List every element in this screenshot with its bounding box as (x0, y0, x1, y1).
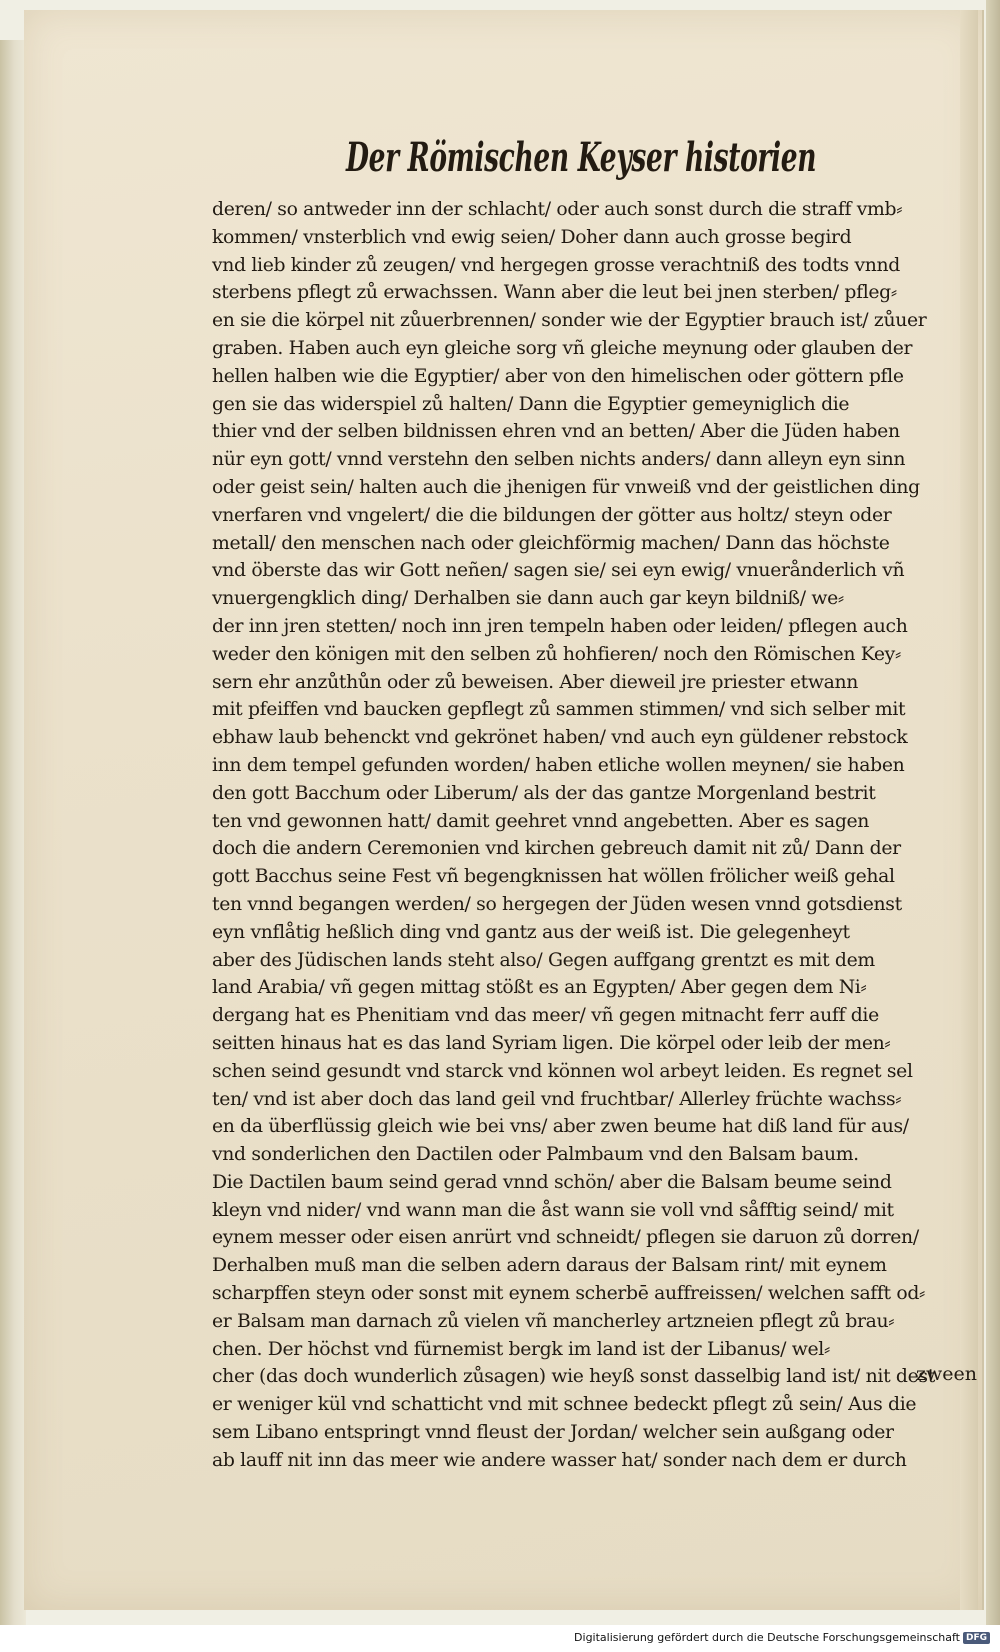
text-line: kommen/ vnsterblich vnd ewig seien/ Doher dann auch grosse begird (212, 225, 852, 248)
text-line: dergang hat es Phenitiam vnd das meer/ vñ gegen mitnacht ferr auff die (212, 1004, 879, 1027)
text-line: deren/ so antweder inn der schlacht/ oder auch sonst durch die straff vmb⸗ (212, 198, 903, 220)
text-line: er Balsam man darnach zů vielen vñ mancherley artzneien pflegt zů brau⸗ (212, 1309, 895, 1332)
text-line: vnd lieb kinder zů zeugen/ vnd hergegen grosse verachtniß des todts vnnd (212, 253, 900, 276)
text-line: nür eyn gott/ vnnd verstehn den selben nichts anders/ dann alleyn eyn sinn (212, 448, 906, 471)
credit-text: Digitalisierung gefördert durch die Deutsche Forschungsgemeinschaft (574, 1631, 960, 1644)
text-line: ten vnnd begangen werden/ so hergegen der Jüden wesen vnnd gotsdienst (212, 892, 902, 915)
text-line: en da überflüssig gleich wie bei vns/ aber zwen beume hat diß land für aus/ (212, 1115, 909, 1138)
text-line: mit pfeiffen vnd baucken gepflegt zů sammen stimmen/ vnd sich selber mit (212, 698, 906, 721)
book-edge-right (986, 0, 1000, 1625)
text-line: aber des Jüdischen lands steht also/ Gegen auffgang grentzt es mit dem (212, 948, 875, 971)
text-line: vnuergengklich ding/ Derhalben sie dann auch gar keyn bildniß/ we⸗ (212, 587, 844, 610)
text-line: land Arabia/ vñ gegen mittag stößt es an Egypten/ Aber gegen dem Ni⸗ (212, 976, 867, 999)
text-line: sern ehr anzůthůn oder zů beweisen. Aber dieweil jre priester etwann (212, 670, 859, 693)
footer-credit (574, 1631, 990, 1644)
text-line: weder den königen mit den selben zů hohfieren/ noch den Römischen Key⸗ (212, 642, 901, 665)
text-line: eyn vnflåtig heßlich ding vnd gantz aus der weiß ist. Die gelegenheyt (212, 920, 850, 943)
text-line: inn dem tempel gefunden worden/ haben etliche wollen meynen/ sie haben (212, 753, 905, 776)
running-head: Der Römischen Keyser historien (346, 134, 817, 181)
text-line: sem Libano entspringt vnnd fleust der Jordan/ welcher sein außgang oder (212, 1421, 894, 1444)
text-line: vnd sonderlichen den Dactilen oder Palmbaum vnd den Balsam baum. (212, 1143, 859, 1166)
text-line: gen sie das widerspiel zů halten/ Dann die Egyptier gemeyniglich die (212, 392, 850, 415)
text-line: en sie die körpel nit zůuerbrennen/ sonder wie der Egyptier brauch ist/ zůuer (212, 309, 927, 332)
text-line: scharpffen steyn oder sonst mit eynem scherbē auffreissen/ welchen safft od⸗ (212, 1282, 925, 1305)
text-line: chen. Der höchst vnd fürnemist bergk im land ist der Libanus/ wel⸗ (212, 1337, 830, 1360)
text-line: gott Bacchus seine Fest vñ begengknissen hat wöllen frölicher weiß gehal (212, 865, 895, 888)
text-line: hellen halben wie die Egyptier/ aber von den himelischen oder göttern pfle (212, 364, 904, 387)
text-line: sterbens pflegt zů erwachssen. Wann aber die leut bei jnen sterben/ pfleg⸗ (212, 281, 897, 304)
text-line: graben. Haben auch eyn gleiche sorg vñ gleiche meynung oder glauben der (212, 336, 913, 359)
text-line: den gott Bacchum oder Liberum/ als der das gantze Morgenland bestrit (212, 781, 876, 804)
catchword: zween (916, 1363, 977, 1385)
text-line: vnerfaren vnd vngelert/ die die bildungen der götter aus holtz/ steyn oder (212, 503, 892, 526)
text-line: vnd öberste das wir Gott neñen/ sagen sie/ sei eyn ewig/ vnuerånderlich vñ (212, 559, 905, 582)
text-line: Die Dactilen baum seind gerad vnnd schön/ aber die Balsam beume seind (212, 1170, 892, 1193)
text-line: der inn jren stetten/ noch inn jren tempeln haben oder leiden/ pflegen auch (212, 614, 908, 637)
text-line: eynem messer oder eisen anrürt vnd schneidt/ pflegen sie daruon zů dorren/ (212, 1226, 919, 1249)
text-line: doch die andern Ceremonien vnd kirchen gebreuch damit nit zů/ Dann der (212, 837, 901, 860)
text-line: cher (das doch wunderlich zůsagen) wie heyß sonst dasselbig land ist/ nit dest (212, 1365, 935, 1388)
text-line: kleyn vnd nider/ vnd wann man die åst wann sie voll vnd såfftig seind/ mit (212, 1198, 894, 1221)
body-text (212, 196, 972, 1475)
text-line: ebhaw laub behenckt vnd gekrönet haben/ vnd auch eyn güldener rebstock (212, 726, 908, 749)
text-line: er weniger kül vnd schatticht vnd mit schnee bedeckt pflegt zů sein/ Aus die (212, 1393, 917, 1416)
text-line: ten vnd gewonnen hatt/ damit geehret vnnd angebetten. Aber es sagen (212, 809, 870, 832)
text-line: seitten hinaus hat es das land Syriam ligen. Die körpel oder leib der men⸗ (212, 1031, 891, 1054)
dfg-logo-icon: DFG (963, 1632, 990, 1644)
text-line: Derhalben muß man die selben adern daraus der Balsam rint/ mit eynem (212, 1254, 887, 1277)
book-spine-shadow (0, 40, 26, 1625)
text-line: thier vnd der selben bildnissen ehren vnd an betten/ Aber die Jüden haben (212, 420, 900, 443)
text-line: metall/ den menschen nach oder gleichförmig machen/ Dann das höchste (212, 531, 890, 554)
text-line: ten/ vnd ist aber doch das land geil vnd fruchtbar/ Allerley früchte wachss⸗ (212, 1087, 902, 1110)
text-line: ab lauff nit inn das meer wie andere wasser hat/ sonder nach dem er durch (212, 1448, 907, 1471)
text-line: schen seind gesundt vnd starck vnd können wol arbeyt leiden. Es regnet sel (212, 1059, 913, 1082)
text-line: oder geist sein/ halten auch die jhenigen für vnweiß vnd der geistlichen ding (212, 475, 920, 498)
